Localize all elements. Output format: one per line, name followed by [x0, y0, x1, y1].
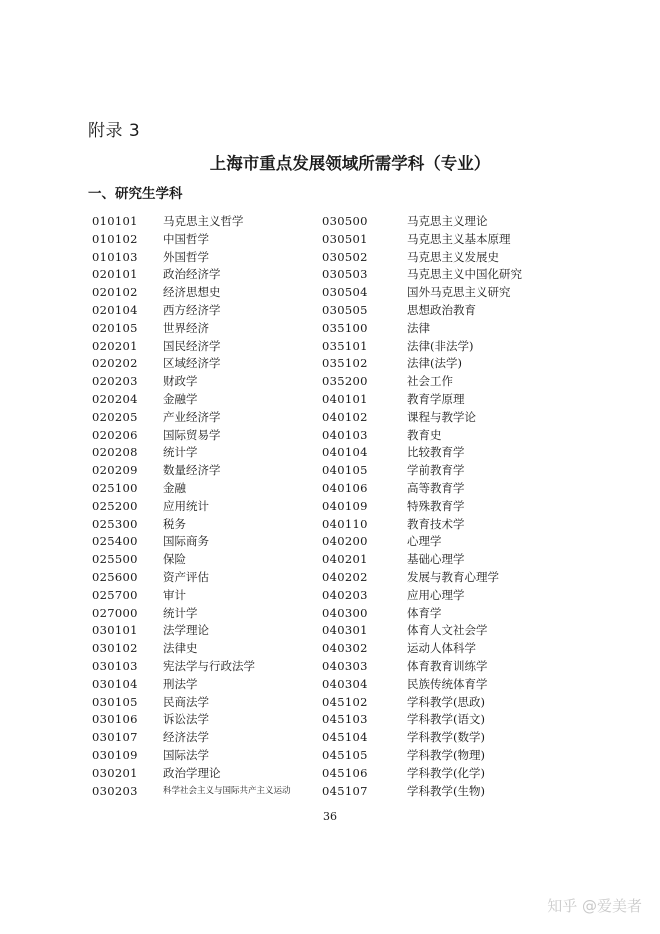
subject-name: 马克思主义基本原理 — [407, 231, 511, 246]
page-number: 36 — [323, 810, 337, 823]
subject-code: 030104 — [92, 676, 138, 691]
subject-name: 教育史 — [407, 427, 442, 442]
subject-name: 税务 — [163, 516, 186, 531]
subject-name: 心理学 — [407, 534, 442, 549]
subject-name: 课程与教学论 — [407, 409, 476, 424]
subject-name: 统计学 — [163, 605, 198, 620]
subject-code: 045105 — [322, 747, 368, 762]
subject-name: 民商法学 — [163, 694, 209, 709]
subject-name: 社会工作 — [407, 374, 453, 389]
subject-name: 金融学 — [163, 391, 198, 406]
subject-name: 数量经济学 — [163, 463, 221, 478]
subject-name: 区域经济学 — [163, 356, 221, 371]
subject-name: 法律 — [407, 320, 430, 335]
subject-name: 国民经济学 — [163, 338, 221, 353]
subject-name: 马克思主义理论 — [407, 214, 488, 228]
subject-name: 国际贸易学 — [163, 427, 221, 442]
subject-name: 教育技术学 — [407, 516, 465, 531]
subject-code: 030102 — [92, 641, 138, 656]
subject-name: 中国哲学 — [163, 231, 209, 246]
subject-code: 020101 — [92, 267, 138, 282]
subject-name: 比较教育学 — [407, 445, 465, 460]
subject-code: 010103 — [92, 249, 138, 264]
subject-name: 学科教学(生物) — [407, 783, 485, 798]
subject-name: 统计学 — [163, 445, 198, 460]
subject-name: 学科教学(化学) — [407, 765, 485, 780]
subject-name: 学前教育学 — [407, 463, 465, 478]
subject-code: 030505 — [322, 302, 368, 317]
subject-code: 020202 — [92, 356, 138, 371]
watermark: 知乎 @爱美者 — [547, 897, 642, 915]
subject-code: 040106 — [322, 480, 368, 495]
subject-code: 040303 — [322, 658, 368, 673]
document-title: 上海市重点发展领域所需学科（专业） — [209, 154, 491, 173]
subject-code: 030203 — [92, 783, 138, 798]
subject-name: 学科教学(物理) — [407, 747, 485, 762]
subject-code: 045106 — [322, 765, 368, 780]
subject-code: 045104 — [322, 730, 368, 745]
subject-code: 025100 — [92, 480, 138, 495]
subject-name: 学科教学(数学) — [407, 730, 485, 745]
subject-code: 020201 — [92, 338, 138, 353]
subject-name: 高等教育学 — [407, 480, 465, 495]
subject-code: 040203 — [322, 587, 368, 602]
subject-name: 学科教学(思政) — [407, 694, 485, 709]
subject-code: 020206 — [92, 427, 138, 442]
subject-code: 045103 — [322, 712, 368, 727]
subject-name: 金融 — [163, 480, 186, 495]
subject-name: 政治经济学 — [163, 267, 221, 282]
subject-name: 审计 — [163, 587, 186, 602]
subject-name: 应用心理学 — [407, 587, 465, 602]
appendix-label: 附录 3 — [88, 121, 141, 141]
subject-code: 040202 — [322, 569, 368, 584]
subject-name: 体育人文社会学 — [407, 623, 488, 638]
subject-name: 科学社会主义与国际共产主义运动 — [163, 785, 291, 796]
subject-name: 法律(非法学) — [407, 338, 474, 353]
subject-code: 040109 — [322, 498, 368, 513]
subject-name: 外国哲学 — [163, 249, 209, 264]
subject-name: 马克思主义发展史 — [407, 249, 499, 264]
subject-name: 马克思主义哲学 — [163, 214, 244, 228]
subject-code: 030101 — [92, 623, 138, 638]
subject-name: 刑法学 — [163, 676, 198, 691]
subject-name: 马克思主义中国化研究 — [407, 267, 522, 282]
subject-code: 020102 — [92, 285, 138, 300]
subject-code: 035100 — [322, 320, 368, 335]
subject-name: 法律史 — [163, 641, 198, 656]
subject-name: 西方经济学 — [163, 302, 221, 317]
subject-code: 030502 — [322, 249, 368, 264]
subject-code: 010101 — [92, 214, 138, 228]
subject-code: 025500 — [92, 552, 138, 567]
subject-name: 体育学 — [407, 605, 442, 620]
subject-code: 030107 — [92, 730, 138, 745]
subject-code: 025200 — [92, 498, 138, 513]
subject-code: 040201 — [322, 552, 368, 567]
subject-name: 国外马克思主义研究 — [407, 285, 511, 300]
subject-code: 020203 — [92, 374, 138, 389]
subject-code: 040101 — [322, 391, 368, 406]
subject-code: 045102 — [322, 694, 368, 709]
subject-code: 025300 — [92, 516, 138, 531]
subject-code: 020209 — [92, 463, 138, 478]
subject-code: 020205 — [92, 409, 138, 424]
subject-code: 040104 — [322, 445, 368, 460]
subject-code: 030106 — [92, 712, 138, 727]
subject-name: 思想政治教育 — [407, 302, 476, 317]
subject-name: 产业经济学 — [163, 409, 221, 424]
subject-code: 040301 — [322, 623, 368, 638]
subject-code: 040302 — [322, 641, 368, 656]
subject-code: 025700 — [92, 587, 138, 602]
subject-name: 保险 — [163, 552, 186, 567]
subject-code: 030504 — [322, 285, 368, 300]
subject-name: 法学理论 — [163, 623, 209, 638]
subject-code: 030503 — [322, 267, 368, 282]
subject-name: 世界经济 — [163, 320, 209, 335]
subject-code: 040200 — [322, 534, 368, 549]
subject-code: 040110 — [322, 516, 368, 531]
subject-code: 040105 — [322, 463, 368, 478]
subject-name: 国际法学 — [163, 747, 209, 762]
subject-code: 040103 — [322, 427, 368, 442]
subject-name: 经济法学 — [163, 730, 209, 745]
subject-code: 020104 — [92, 302, 138, 317]
subject-code: 020105 — [92, 320, 138, 335]
subject-code: 020208 — [92, 445, 138, 460]
subject-name: 特殊教育学 — [407, 498, 465, 513]
subject-name: 学科教学(语文) — [407, 712, 485, 727]
subject-code: 030501 — [322, 231, 368, 246]
subject-name: 财政学 — [163, 374, 198, 389]
subject-name: 民族传统体育学 — [407, 676, 488, 691]
subject-name: 政治学理论 — [163, 765, 221, 780]
subject-name: 基础心理学 — [407, 552, 465, 567]
subject-name: 法律(法学) — [407, 356, 462, 371]
subject-name: 资产评估 — [163, 569, 209, 584]
subject-name: 国际商务 — [163, 534, 209, 549]
subject-code: 045107 — [322, 783, 368, 798]
subject-name: 诉讼法学 — [163, 712, 209, 727]
subject-code: 035102 — [322, 356, 368, 371]
subject-code: 040300 — [322, 605, 368, 620]
subject-code: 030500 — [322, 214, 368, 228]
subject-code: 040102 — [322, 409, 368, 424]
section-heading: 一、研究生学科 — [88, 186, 183, 202]
subject-name: 教育学原理 — [407, 391, 465, 406]
subject-code: 030103 — [92, 658, 138, 673]
subject-code: 027000 — [92, 605, 138, 620]
subject-code: 040304 — [322, 676, 368, 691]
subject-name: 体育教育训练学 — [407, 658, 488, 673]
subject-name: 运动人体科学 — [407, 641, 476, 656]
subject-name: 应用统计 — [163, 498, 209, 513]
subject-name: 经济思想史 — [163, 285, 221, 300]
subject-code: 010102 — [92, 231, 138, 246]
subject-code: 025600 — [92, 569, 138, 584]
subject-code: 020204 — [92, 391, 138, 406]
subject-code: 035200 — [322, 374, 368, 389]
subject-name: 发展与教育心理学 — [407, 569, 499, 584]
subject-name: 宪法学与行政法学 — [163, 658, 255, 673]
subject-code: 030109 — [92, 747, 138, 762]
subject-code: 030105 — [92, 694, 138, 709]
subject-code: 025400 — [92, 534, 138, 549]
subject-code: 030201 — [92, 765, 138, 780]
subject-code: 035101 — [322, 338, 368, 353]
